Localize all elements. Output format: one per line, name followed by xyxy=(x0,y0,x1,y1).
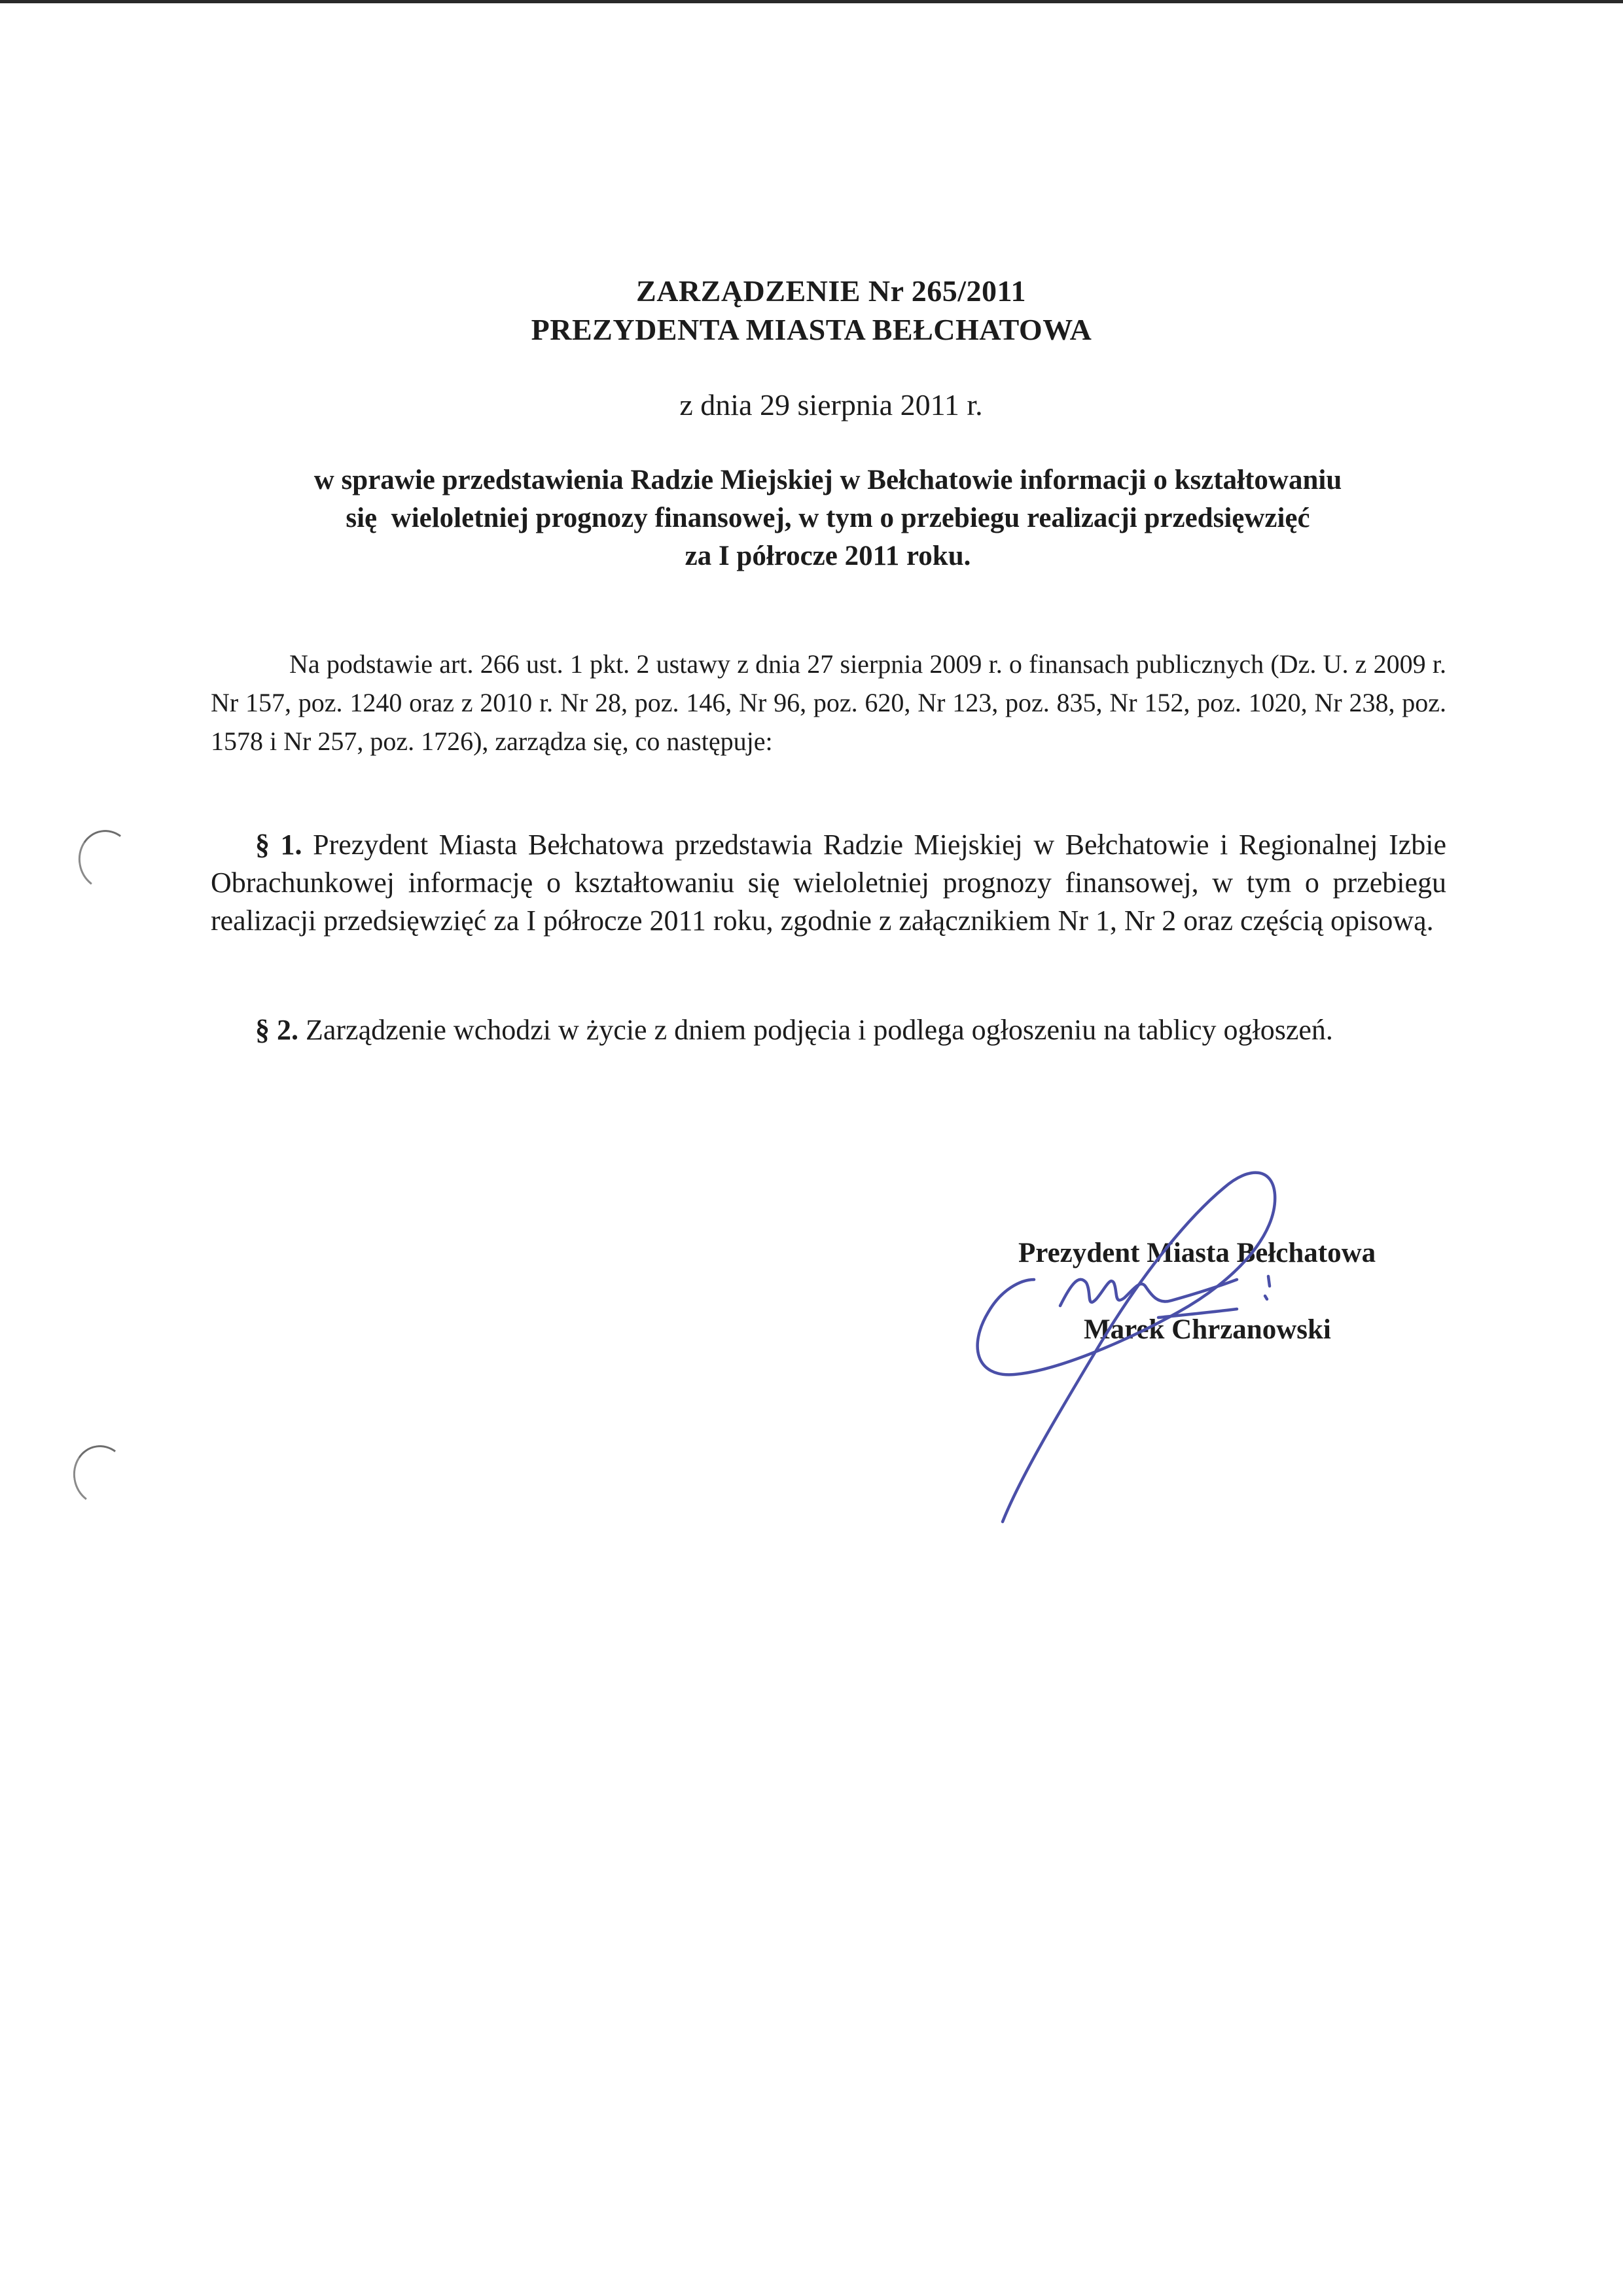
subject-line: się wieloletniej prognozy finansowej, w tym o przebiegu realizacji przedsięwzięć xyxy=(346,503,1310,533)
legal-basis-paragraph: Na podstawie art. 266 ust. 1 pkt. 2 ustawy z dnia 27 sierpnia 2009 r. o finansach publicznych (Dz. U. z 2009 r. Nr 157, poz. 1240 oraz z 2010 r. Nr 28, poz. 146, Nr 96, poz. 620, Nr 123, poz. 835, Nr 152, poz. 1020, Nr 238, poz. 1578 i Nr 257, poz. 1726), zarządza się, co następuje: xyxy=(211,649,1446,756)
signatory-name: Marek Chrzanowski xyxy=(1084,1314,1331,1345)
subject-line: za I półrocze 2011 roku. xyxy=(685,541,971,571)
section-text: Prezydent Miasta Bełchatowa przedstawia Radzie Miejskiej w Bełchatowie i Regionalnej Izbie Obrachunkowej informację o kształtowaniu się wieloletniej prognozy finansowej, w tym o przebiegu realizacji przedsięwzięć za I półrocze 2011 roku, zgodnie z załącznikiem Nr 1, Nr 2 oraz częścią opisową. xyxy=(211,829,1447,937)
document-subject xyxy=(196,461,1459,575)
section-number: § 2. xyxy=(255,1014,298,1046)
scan-top-edge xyxy=(0,0,1623,3)
document-date: z dnia 29 sierpnia 2011 r. xyxy=(679,388,983,422)
punch-hole-mark xyxy=(69,1441,134,1509)
punch-hole-mark xyxy=(74,825,139,894)
subject-line: w sprawie przedstawienia Radzie Miejskiej w Bełchatowie informacji o kształtowaniu xyxy=(313,465,1342,495)
document-title: ZARZĄDZENIE Nr 265/2011 xyxy=(636,274,1026,308)
document-issuer: PREZYDENTA MIASTA BEŁCHATOWA xyxy=(531,313,1092,346)
section-text: Zarządzenie wchodzi w życie z dniem podjęcia i podlega ogłoszeniu na tablicy ogłoszeń. xyxy=(306,1014,1333,1046)
section-1-paragraph xyxy=(211,826,1446,940)
handwritten-signature xyxy=(962,1149,1329,1522)
section-2-paragraph xyxy=(211,1011,1446,1049)
signatory-title: Prezydent Miasta Bełchatowa xyxy=(1018,1238,1376,1268)
section-number: § 1. xyxy=(255,829,302,861)
